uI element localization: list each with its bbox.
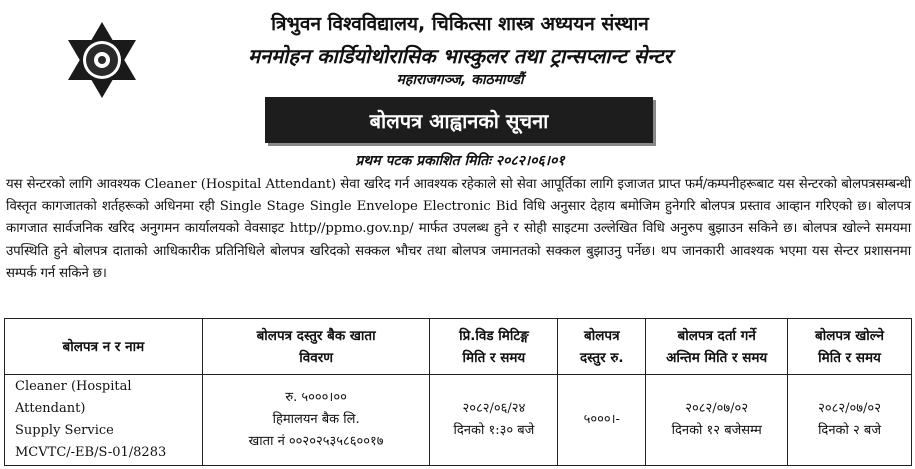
cell-line: २०८२/०७/०२ bbox=[818, 401, 881, 416]
header-line: विवरण bbox=[299, 349, 334, 366]
header-tender-no bbox=[5, 319, 203, 375]
cell-line: खाता नं ००२०२५३५८६००१७ bbox=[248, 434, 384, 449]
cell-line: २०८२/०७/०२ bbox=[685, 401, 749, 416]
cell-tender-no bbox=[5, 375, 203, 466]
cell-line: दिनको १२ बजेसम्म bbox=[671, 423, 762, 438]
institute-title: त्रिभुवन विश्वविद्यालय, चिकित्सा शास्त्र अध्ययन संस्थान bbox=[271, 13, 649, 35]
cell-line: हिमालयन बैक लि. bbox=[272, 412, 360, 427]
center-title: मनमोहन कार्डियोथोरासिक भास्कुलर तथा ट्रान्सप्लान्ट सेन्टर bbox=[248, 44, 672, 68]
cell-tender-fee bbox=[558, 375, 646, 466]
cell-prebid-meeting bbox=[430, 375, 558, 466]
header-opening-date bbox=[788, 319, 912, 375]
publication-date: प्रथम पटक प्रकाशित मितिः २०८२।०६।०१ bbox=[355, 153, 565, 169]
table-row bbox=[5, 375, 912, 466]
header-prebid-meeting bbox=[430, 319, 558, 375]
cell-submission-deadline bbox=[646, 375, 788, 466]
notice-body: यस सेन्टरको लागि आवश्यक Cleaner (Hospital Attendant) सेवा खरिद गर्न आवश्यक रहेकाले सो सेवा आपूर्तिका लागि इजाजत प्राप्त फर्म/कम्पनीहरूबाट यस सेन्टरको बोलपत्रसम्बन्धी विस्तृत कागजातको शर्तहरूको अधिनमा रही Single Stage Single Envelope Electronic Bid विधि अनुसार देहाय बमोजिम हुनेगरि बोलपत्र प्रस्ताव आव्हान गरिएको छ। बोलपत्र कागजात सार्वजनिक खरिद अनुगमन कार्यालयको वेवसाइट http//ppmo.gov.np/ मार्फत उपलब्ध हुने र सोही साइटमा उल्लेखित विधि अनुरुप बुझाउन सकिने छ। बोलपत्र खोल्ने समयमा उपस्थिति हुने बोलपत्र दाताको आधिकारीक प्रतिनिधिले बोलपत्र खरिदको सक्कल भौचर तथा बोलपत्र जमानतको सक्कल बुझाउनु पर्नेछ। थप जानकारी आवश्यक भएमा यस सेन्टर प्रशासनमा सम्पर्क गर्न सकिने छ। bbox=[6, 177, 911, 281]
cell-line: दिनको १:३० बजे bbox=[453, 423, 535, 438]
header-bank-account bbox=[202, 319, 430, 375]
cell-line: दिनको २ बजे bbox=[818, 423, 881, 438]
header-line: मिति र समय bbox=[462, 349, 526, 366]
university-emblem-icon bbox=[62, 20, 142, 100]
header-submission-deadline bbox=[646, 319, 788, 375]
header-line: बोलपत्र न र नाम bbox=[62, 338, 145, 355]
center-address: महाराजगञ्ज, काठमाण्डौं bbox=[396, 72, 524, 88]
header-line: बोलपत्र दस्तुर बैक खाता bbox=[256, 327, 376, 344]
cell-line: MCVTC/-EB/S-01/8283 bbox=[15, 445, 167, 460]
notice-title-banner: बोलपत्र आह्वानको सूचना bbox=[265, 97, 653, 143]
cell-bank-account bbox=[202, 375, 430, 466]
table-header-row bbox=[5, 319, 912, 375]
header-line: बोलपत्र दर्ता गर्ने bbox=[677, 327, 756, 344]
cell-line: २०८२/०६/२४ bbox=[462, 401, 526, 416]
header-tender-fee bbox=[558, 319, 646, 375]
header-line: बोलपत्र bbox=[584, 327, 620, 344]
cell-line: Cleaner (Hospital Attendant) bbox=[15, 379, 132, 416]
cell-line: रु. ५०००।०० bbox=[285, 390, 347, 405]
tender-table bbox=[4, 318, 912, 466]
header-line: अन्तिम मिति र समय bbox=[666, 349, 768, 366]
cell-opening-date bbox=[788, 375, 912, 466]
header-line: दस्तुर रु. bbox=[580, 349, 624, 366]
cell-line: ५०००।- bbox=[583, 412, 620, 427]
cell-line: Supply Service bbox=[15, 423, 114, 438]
header-line: बोलपत्र खोल्ने bbox=[815, 327, 885, 344]
header-line: मिति र समय bbox=[818, 349, 881, 366]
header-line: प्रि.विड मिटिङ्ग bbox=[459, 327, 529, 344]
